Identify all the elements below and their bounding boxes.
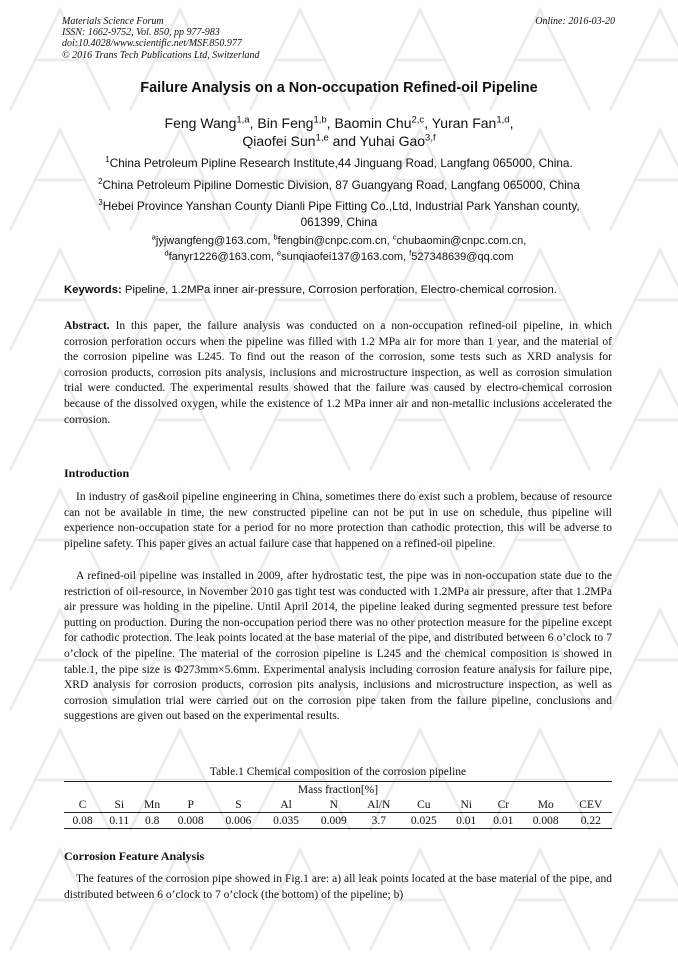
author-name: Qiaofei Sun [242,133,316,149]
doi-line: doi:10.4028/www.scientific.net/MSF.850.977 [62,38,242,50]
author-sup: 1,a [236,114,250,126]
table-column-header: C [64,797,101,813]
email-sup: c [392,232,397,242]
table-column-header: CEV [570,797,612,813]
author-sep: , [326,115,335,131]
author-name: Baomin Chu [334,115,412,131]
keywords-line [64,284,624,296]
abstract-label: Abstract. [64,320,110,332]
author-name: Feng Wang [164,115,237,131]
table-column-header: Mo [522,797,570,813]
table-cell: 0.01 [448,813,485,829]
email-address[interactable]: jyjwangfeng@163.com [155,235,268,247]
paper-title: Failure Analysis on a Non-occupation Refined-oil Pipeline [140,80,538,96]
author-name: Yuran Fan [431,115,497,131]
table-cell: 0.009 [310,813,358,829]
intro-paragraph-1: In industry of gas&oil pipeline engineering in China, sometimes there do exist such a problem, because of resource can not be available in time, the new constructed pipeline can not be put in use on schedule, thus pipeline will experience non-occupation state for a period for no more protection than cathodic protection, this will be adverse to pipeline safety. This paper gives an actual failure case that happened on a refined-oil pipeline. [64,491,612,550]
email-address[interactable]: fengbin@cnpc.com.cn [277,235,387,247]
author-sep: , [249,115,258,131]
email-address[interactable]: chubaomin@cnpc.com.cn [396,235,524,247]
table-caption: Table.1 Chemical composition of the corrosion pipeline [209,766,467,778]
table-cell: 0.025 [400,813,448,829]
table-column-header: S [215,797,263,813]
email-line-1: $^a$jyjwangfeng@163.com, $^b$fengbin@cnpc.com.cn, $^c$chubaomin@cnpc.com.cn, [151,232,527,247]
online-date: Online: 2016-03-20 [535,16,615,27]
email-sup: f [409,248,412,258]
chemical-composition-table [64,781,612,829]
affiliation-text: China Petroleum Pipiline Domestic Division, 87 Guangyang Road, Langfang 065000, China [102,178,580,192]
table-cell: 0.11 [101,813,137,829]
table-group-header-row [64,782,612,798]
table-cell: 0.01 [485,813,522,829]
author-sup: 1,d [496,114,510,126]
affiliation-sup: 2 [98,177,103,187]
journal-header [62,16,362,61]
copyright-line: © 2016 Trans Tech Publications Ltd, Switzerland [62,49,260,61]
affiliation-text: Hebei Province Yanshan County Dianli Pipe Fitting Co.,Ltd, Industrial Park Yanshan county, 061399, China [102,199,580,229]
corrosion-paragraph-1: The features of the corrosion pipe showed in Fig.1 are: a) all leak points located at the base material of the pipe, and distributed between 6 o’clock to 7 o’clock (the bottom) of the pipeline; b) [64,873,612,901]
abstract-text: In this paper, the failure analysis was conducted on a non-occupation refined-oil pipeline, in which corrosion perforation occurs when the pipeline was filled with 1.2 MPa air for more than 1 year, and the material of the corrosion pipeline was L245. To find out the reason of the corrosion, some tests such as XRD analysis for corrosion products, corrosion pits analysis, inclusions and microstructure inspection, as well as corrosion simulation trial were conducted. The experimental results showed that the failure was caused by electro-chemical corrosion because of the dissolved oxygen, while the existence of 1.2 MPa inner air and non-metallic inclusions accelerated the corrosion. [64,320,612,426]
affiliation-2 [60,177,618,193]
affiliation-text: China Petroleum Pipline Research Institute,44 Jinguang Road, Langfang 065000, China. [109,156,573,170]
table-row [64,813,612,829]
table-cell: 0.22 [570,813,612,829]
table-column-header: Ni [448,797,485,813]
table-column-header: Si [101,797,137,813]
email-sup: b [273,232,278,242]
keywords-label: Keywords: [64,284,122,296]
table-cell: 0.008 [522,813,570,829]
table-group-header: Mass fraction[%] [64,782,612,798]
email-sup: e [277,248,282,258]
email-address[interactable]: fanyr1226@163.com [168,251,271,263]
table-cell: 0.08 [64,813,101,829]
section-heading-introduction: Introduction [64,466,130,480]
table-column-header: Cu [400,797,448,813]
author-name: Yuhai Gao [359,133,426,149]
author-sep: , [424,115,432,131]
affiliation-sup: 3 [98,198,103,208]
email-address[interactable]: sunqiaofei137@163.com [281,251,404,263]
email-sup: a [151,232,156,242]
author-sep: , [509,115,514,131]
table-column-header: P [167,797,215,813]
affiliation-1 [60,155,618,171]
table-header-row [64,797,612,813]
author-name: Bin Feng [257,115,314,131]
email-sup: d [164,248,169,258]
email-list [60,233,618,265]
table-column-header: N [310,797,358,813]
author-sep: and [328,133,360,149]
table-cell: 0.035 [262,813,310,829]
affiliation-sup: 1 [105,155,110,165]
intro-paragraph-2: A refined-oil pipeline was installed in 2009, after hydrostatic test, the pipe was in non-occupation state due to the restriction of oil-resource, in November 2010 gas tight test was conducted with 1.2MPa air pressure, after that 1.2MPa air pressure was holding in the pipeline. Until April 2014, the pipeline leaked during segmented pressure test before putting on production. During the non-occupation period there was no other protection measure for the pipeline except for cathodic protection. The leak points located at the base material of the pipe, and distributed between 6 o’clock to 7 o’clock of the pipeline. The material of the corrosion pipeline is L245 and the chemical composition is showed in table.1, the pipe size is Φ273mm×5.6mm. Experimental analysis including corrosion feature analysis for failure pipe, XRD analysis for corrosion products, corrosion pits analysis, inclusions and microstructure inspection, as well as corrosion simulation trial were carried out on the corrosion pipe taken from the failure pipeline, conclusions and suggestions are given out based on the experimental results. [64,570,612,723]
author-sup: 3,f [425,132,436,144]
table-cell: 3.7 [358,813,400,829]
author-line-1 [60,114,618,132]
author-sup: 1,e [315,132,329,144]
keywords-text: Pipeline, 1.2MPa inner air-pressure, Corrosion perforation, Electro-chemical corrosion. [124,284,557,296]
author-sup: 1,b [313,114,327,126]
author-sup: 2,c [411,114,425,126]
table-column-header: Cr [485,797,522,813]
affiliation-3 [90,198,588,230]
table-cell: 0.008 [167,813,215,829]
table-cell: 0.8 [137,813,166,829]
author-line-2 [60,132,618,150]
email-line-2: $^d$fanyr1226@163.com, $^e$sunqiaofei137@163.com, $^f$527348639@qq.com [164,248,514,263]
author-list [60,114,618,150]
table-column-header: Al/N [358,797,400,813]
email-address[interactable]: 527348639@qq.com [411,251,514,263]
table-column-header: Mn [137,797,166,813]
table-column-header: Al [262,797,310,813]
issn-line: ISSN: 1662-9752, Vol. 850, pp 977-983 [62,27,220,39]
section-heading-corrosion: Corrosion Feature Analysis [64,849,205,863]
journal-name: Materials Science Forum [62,16,164,27]
abstract [64,319,612,428]
table-cell: 0.006 [215,813,263,829]
